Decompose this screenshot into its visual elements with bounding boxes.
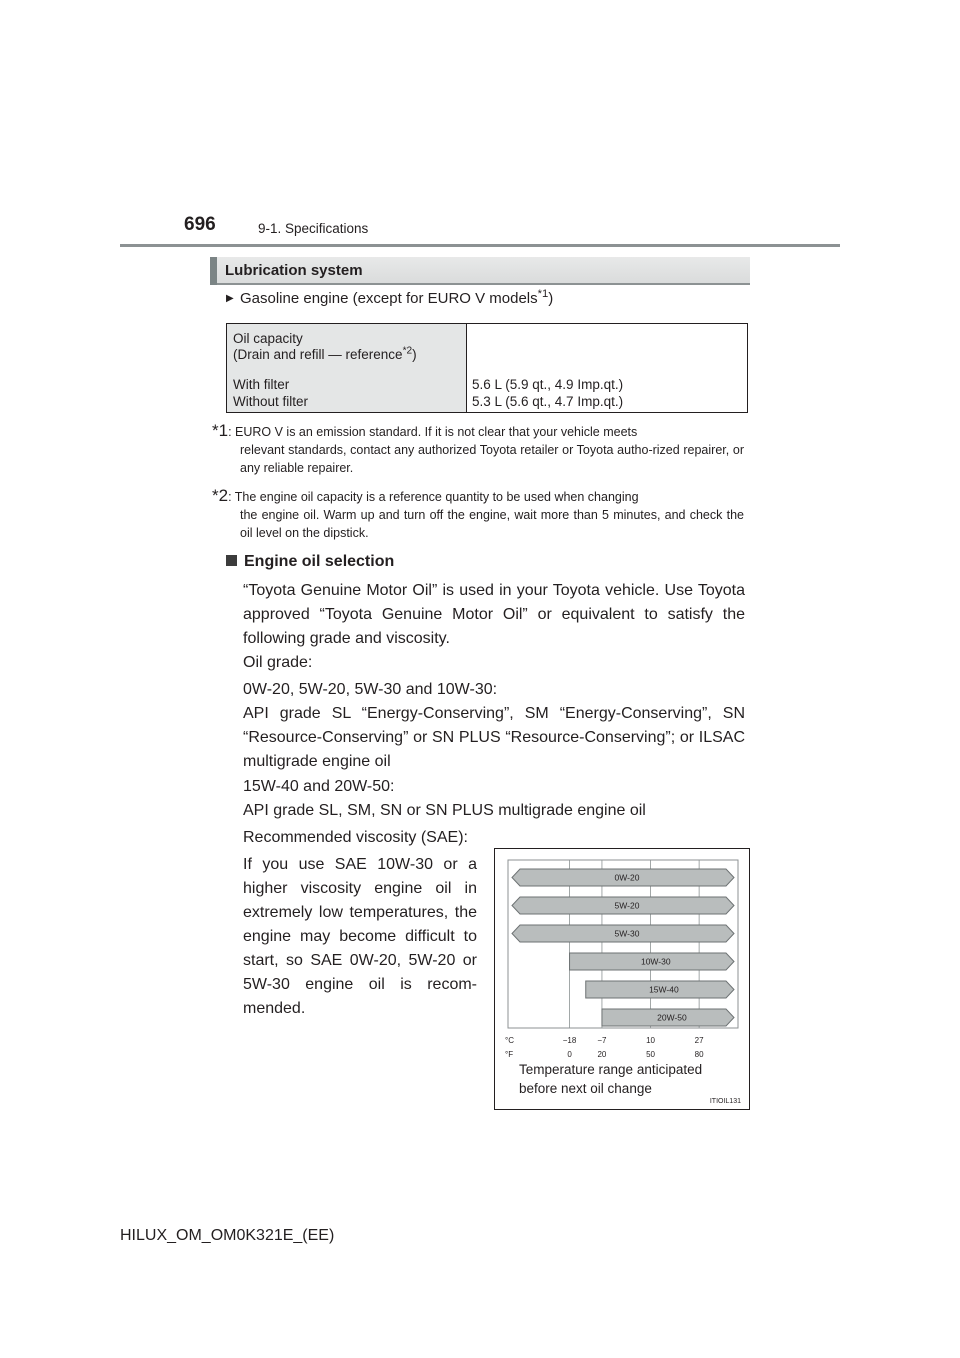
figure-id: ITIOIL131 bbox=[709, 1098, 741, 1105]
footnote-2 bbox=[212, 487, 744, 542]
x-axis-label-line-1: Temperature range anticipated bbox=[519, 1062, 703, 1077]
footnote-mark: *1 bbox=[212, 421, 229, 440]
tick-label-c: −18 bbox=[562, 1036, 577, 1045]
grade-2-text: API grade SL, SM, SN or SN PLUS multigrade engine oil bbox=[243, 802, 646, 819]
footnote-continuation: the engine oil. Warm up and turn off the engine, wait more than 5 minutes, and check the oil level on the dipstick. bbox=[240, 508, 744, 540]
section-title: 9-1. Specifications bbox=[258, 221, 369, 236]
without-filter-label: Without filter bbox=[233, 394, 309, 409]
viscosity-chart-svg bbox=[495, 849, 749, 1109]
cold-start-note: If you use SAE 10W-30 or a higher viscosity engine oil in extremely low temperatures, the engine may become difficult to start, so SAE 0W-20, 5W-20 or 5W-30 engine oil is recom-mended. bbox=[243, 856, 477, 1017]
unit-fahrenheit: °F bbox=[505, 1050, 514, 1059]
tick-label-c: 10 bbox=[646, 1036, 655, 1045]
oil-selection-intro: “Toyota Genuine Motor Oil” is used in your Toyota vehicle. Use Toyota approved “Toyota Genuine Motor Oil” or equivalent to satisfy the following grade and viscosity. bbox=[243, 582, 745, 647]
footnote-ref: *1 bbox=[537, 288, 549, 300]
engine-variant-text: Gasoline engine (except for EURO V models bbox=[240, 290, 538, 307]
unit-celsius: °C bbox=[505, 1036, 514, 1045]
grade-2-label: 15W-40 and 20W-50: bbox=[243, 778, 395, 795]
header-divider bbox=[120, 244, 840, 247]
section-accent bbox=[210, 257, 217, 285]
footnote-text: : The engine oil capacity is a reference quantity to be used when changing bbox=[228, 490, 639, 504]
viscosity-bar-label: 20W-50 bbox=[657, 1012, 687, 1023]
page-number: 696 bbox=[184, 214, 216, 235]
viscosity-bar-label: 10W-30 bbox=[640, 956, 671, 967]
tick-label-f: 80 bbox=[694, 1050, 704, 1059]
viscosity-chart bbox=[494, 848, 750, 1110]
viscosity-bar-label: 5W-20 bbox=[614, 900, 640, 911]
with-filter-value: 5.6 L (5.9 qt., 4.9 Imp.qt.) bbox=[472, 377, 624, 392]
section-heading-bar bbox=[210, 257, 750, 285]
without-filter-value: 5.3 L (5.6 qt., 4.7 Imp.qt.) bbox=[472, 394, 624, 409]
grade-1-text: API grade SL “Energy-Conserving”, SM “Energy-Conserving”, SN “Resource-Conserving” or SN PLUS “Resource-Conserving”; or ILSAC multigrade engine oil bbox=[243, 705, 745, 770]
viscosity-bar-label: 5W-30 bbox=[614, 928, 640, 939]
footnote-text: : EURO V is an emission standard. If it is not clear that your vehicle meets bbox=[228, 425, 638, 439]
arrow-right-icon: ▶ bbox=[226, 293, 234, 304]
tick-label-f: 0 bbox=[567, 1050, 572, 1059]
viscosity-bar-label: 0W-20 bbox=[614, 872, 640, 883]
section-heading: Lubrication system bbox=[225, 262, 363, 279]
oil-capacity-label: Oil capacity bbox=[233, 331, 303, 346]
drain-refill-label: (Drain and refill — reference$^{*2}$) bbox=[233, 345, 417, 362]
square-bullet-icon bbox=[226, 555, 237, 566]
tick-label-f: 20 bbox=[597, 1050, 607, 1059]
oil-grade-label: Oil grade: bbox=[243, 654, 313, 671]
viscosity-bar-label: 15W-40 bbox=[649, 984, 679, 995]
footnote-continuation: relevant standards, contact any authorized Toyota retailer or Toyota autho-rized repairer, or any reliable repairer. bbox=[240, 443, 744, 475]
document-code: HILUX_OM_OM0K321E_(EE) bbox=[120, 1227, 335, 1244]
x-axis-label-line-2: before next oil change bbox=[519, 1081, 652, 1096]
oil-selection-heading: Engine oil selection bbox=[226, 553, 394, 571]
footnote-mark: *2 bbox=[212, 486, 229, 505]
footnote-1 bbox=[212, 422, 744, 477]
tick-label-c: −7 bbox=[597, 1036, 607, 1045]
grade-1-label: 0W-20, 5W-20, 5W-30 and 10W-30: bbox=[243, 681, 498, 698]
with-filter-label: With filter bbox=[233, 377, 290, 392]
viscosity-label: Recommended viscosity (SAE): bbox=[243, 829, 468, 846]
engine-variant-line bbox=[226, 290, 553, 307]
tick-label-f: 50 bbox=[646, 1050, 655, 1059]
oil-capacity-table bbox=[226, 323, 748, 413]
tick-label-c: 27 bbox=[694, 1036, 704, 1045]
engine-variant-close: ) bbox=[548, 290, 554, 307]
